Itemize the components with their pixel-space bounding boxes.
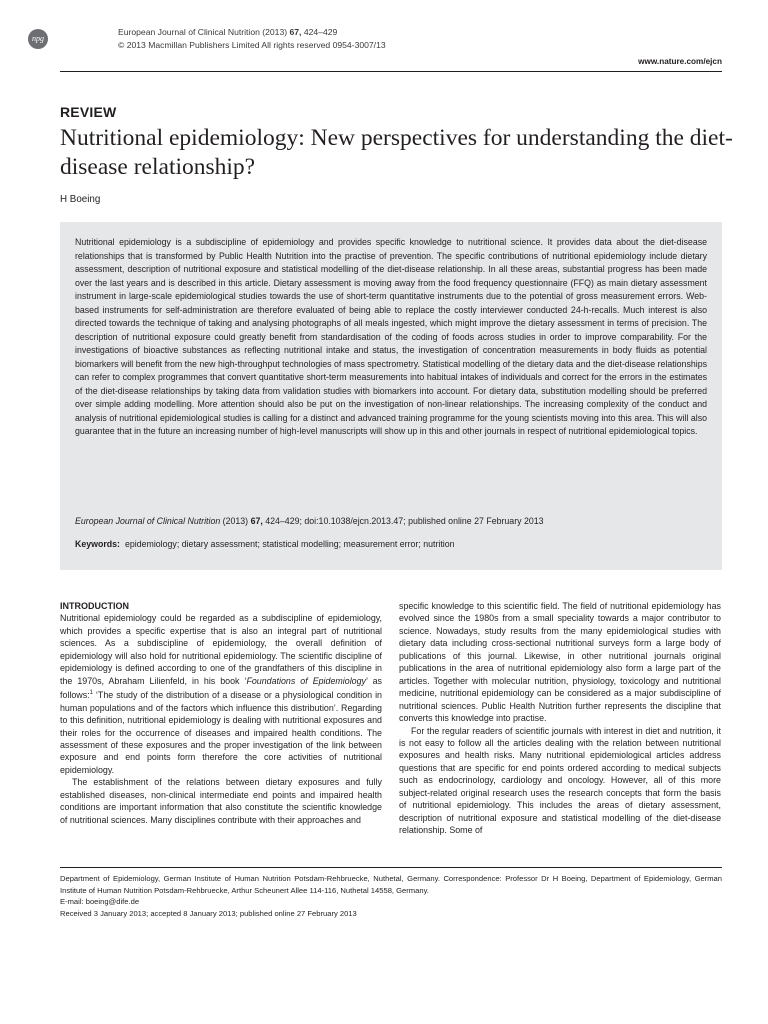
journal-website-link[interactable]: www.nature.com/ejcn bbox=[638, 57, 722, 66]
citation-details: 424–429; doi:10.1038/ejcn.2013.47; published online 27 February 2013 bbox=[262, 516, 544, 526]
article-authors: H Boeing bbox=[60, 194, 101, 205]
right-column bbox=[399, 600, 721, 837]
journal-header bbox=[118, 26, 386, 52]
body-paragraph: For the regular readers of scientific journals with interest in diet and nutrition, it is not easy to follow all the articles dealing with the relation between nutritional exposures and health risks. Many nutritional epidemiological articles address questions that are specific for end points ordered according to medical subjects such as endocrinology, cardiology and oncology. However, all of this more subject-related original research uses the research concepts that form the basis of nutritional epidemiology. This includes the areas of dietary assessment, description of nutritional exposure and statistical modelling of the diet-disease relationship. Some of bbox=[399, 725, 721, 836]
journal-name: European Journal of Clinical Nutrition (2013) bbox=[118, 27, 290, 37]
keywords bbox=[75, 538, 707, 551]
left-column bbox=[60, 600, 382, 826]
section-heading-introduction: INTRODUCTION bbox=[60, 601, 129, 611]
journal-pages: 424–429 bbox=[301, 27, 338, 37]
paragraph-text: Nutritional epidemiology could be regarded as a subdiscipline of epidemiology, which provides a specific expertise that is also an integral part of nutritional sciences. As a subdiscipline of epidemiology, the overall definition of epidemiology will also hold for nutritional epidemiology. The scientific discipline of epidemiology is defined according to one of the grandfathers of this discipline in the 1970s, Abraham Lilienfeld, in his book ‘ bbox=[60, 613, 382, 686]
reference-link[interactable]: 1 bbox=[89, 690, 93, 697]
journal-citation-line bbox=[118, 26, 386, 39]
citation-volume: 67, bbox=[250, 516, 263, 526]
keywords-list: epidemiology; dietary assessment; statistical modelling; measurement error; nutrition bbox=[124, 539, 455, 549]
paragraph-text: ‘The study of the distribution of a disease or a physiological condition in human populations and of the factors which influence this distribution’. Regarding to this definition, nutritional epidemiology is dealing with nutritional exposures and their roles for the occurrence of diseases and impaired health conditions. The assessment of these exposures and the proper investigation of the link between exposure and end points form therefore the core activities of nutritional epidemiology. bbox=[60, 690, 382, 775]
citation-journal: European Journal of Clinical Nutrition bbox=[75, 516, 221, 526]
footnotes bbox=[60, 873, 722, 919]
article-citation bbox=[75, 515, 707, 528]
abstract-box bbox=[60, 222, 722, 570]
abstract-text: Nutritional epidemiology is a subdiscipline of epidemiology and provides specific knowledge to nutritional science. It provides data about the diet-disease relationships that is transformed by Public Health Nutrition into the practise of prevention. The specific contributions of nutritional epidemiology include dietary assessment, description of nutritional exposure and statistical modelling of the diet-disease relationship. In all these areas, substantial progress has been made over the last years and is described in this article. Dietary assessment is moving away from the food frequency questionnaire (FFQ) as main dietary assessment instrument in large-scale epidemiological studies towards the use of short-term quantitative instruments due to the potential of gross measurement errors. Web-based instruments for self-administration are therefore evaluated of being able to replace the costly interviewer conducted 24-h-recalls. Much interest is also directed towards the technique of taking and analysing photographs of all meals ingested, which might improve the dietary assessment in terms of precision. The description of nutritional exposure could greatly benefit from standardisation of the coding of foods across studies in order to improve comparability. For the investigations of bioactive substances as reflecting nutritional intake and status, the investigation of concentration measurements in body fluids as potential biomarkers will benefit from the new high-throughput technologies of mass spectrometry. Statistical modelling of the dietary data and the diet-disease relationships can refer to complex programmes that convert quantitative short-term measurements into habitual intakes of individuals and correct for the errors in the estimates of the diet-disease relationships by taking data from validation studies with biomarkers into account. For dietary data, substitution modelling should be preferred over simple adding modelling. More attention should also be put on the investigation of non-linear relationships. The increasing complexity of the conduct and analysis of nutritional epidemiological studies is calling for a distinct and advanced training programme for the young scientists moving into this area. This will also guarantee that in the future an increasing number of high-level manuscripts will show up in this and other journals in respect of nutritional epidemiological topics. bbox=[75, 237, 707, 436]
body-paragraph: The establishment of the relations between dietary exposures and fully established diseases, non-clinical intermediate end points and impaired health conditions are important information that also constitute the scientific knowledge of nutritional sciences. Many disciplines contribute with their approaches and bbox=[60, 777, 382, 825]
footnote-rule bbox=[60, 867, 722, 868]
affiliation-note: Department of Epidemiology, German Institute of Human Nutrition Potsdam-Rehbruecke, Nuthetal, Germany. Correspondence: Professor Dr H Boeing, Department of Epidemiology, German Institute of Human Nutrition Potsdam-Rehbruecke, Arthur Scheunert Allee 114-116, Nuthetal 14558, Germany. bbox=[60, 874, 722, 895]
received-dates: Received 3 January 2013; accepted 8 January 2013; published online 27 February 2013 bbox=[60, 908, 357, 918]
keywords-label: Keywords: bbox=[75, 539, 120, 549]
header-rule bbox=[60, 71, 722, 72]
journal-volume: 67, bbox=[289, 27, 302, 37]
body-paragraph: specific knowledge to this scientific field. The field of nutritional epidemiology has evolved since the 1980s from a small speciality towards a major contributor to science. Nowadays, study results from the many epidemiological studies with dietary data including cross-sectional nutritional surveys form a large body of publications of this journal. Likewise, in other nutritional journals original publications in the area of nutritional epidemiology also form a large part of the articles. Together with molecular nutrition, physiology, toxicology and nutritional medicine, nutritional epidemiology can be considered as a major subdiscipline of nutritional sciences. Public Health Nutrition further represents the discipline that converts this knowledge into practise. bbox=[399, 601, 721, 724]
publisher-logo: npg bbox=[28, 29, 48, 49]
citation-year: (2013) bbox=[220, 516, 251, 526]
copyright-line: © 2013 Macmillan Publishers Limited All rights reserved 0954-3007/13 bbox=[118, 40, 386, 50]
article-type-label: REVIEW bbox=[60, 104, 117, 120]
article-title: Nutritional epidemiology: New perspectives for understanding the diet-disease relationship? bbox=[60, 125, 733, 180]
paragraph-text: ’ as follows: bbox=[60, 675, 382, 701]
book-title: Foundations of Epidemiology bbox=[246, 675, 366, 686]
email-link[interactable]: E-mail: boeing@dife.de bbox=[60, 897, 140, 907]
body-paragraph bbox=[60, 612, 382, 776]
